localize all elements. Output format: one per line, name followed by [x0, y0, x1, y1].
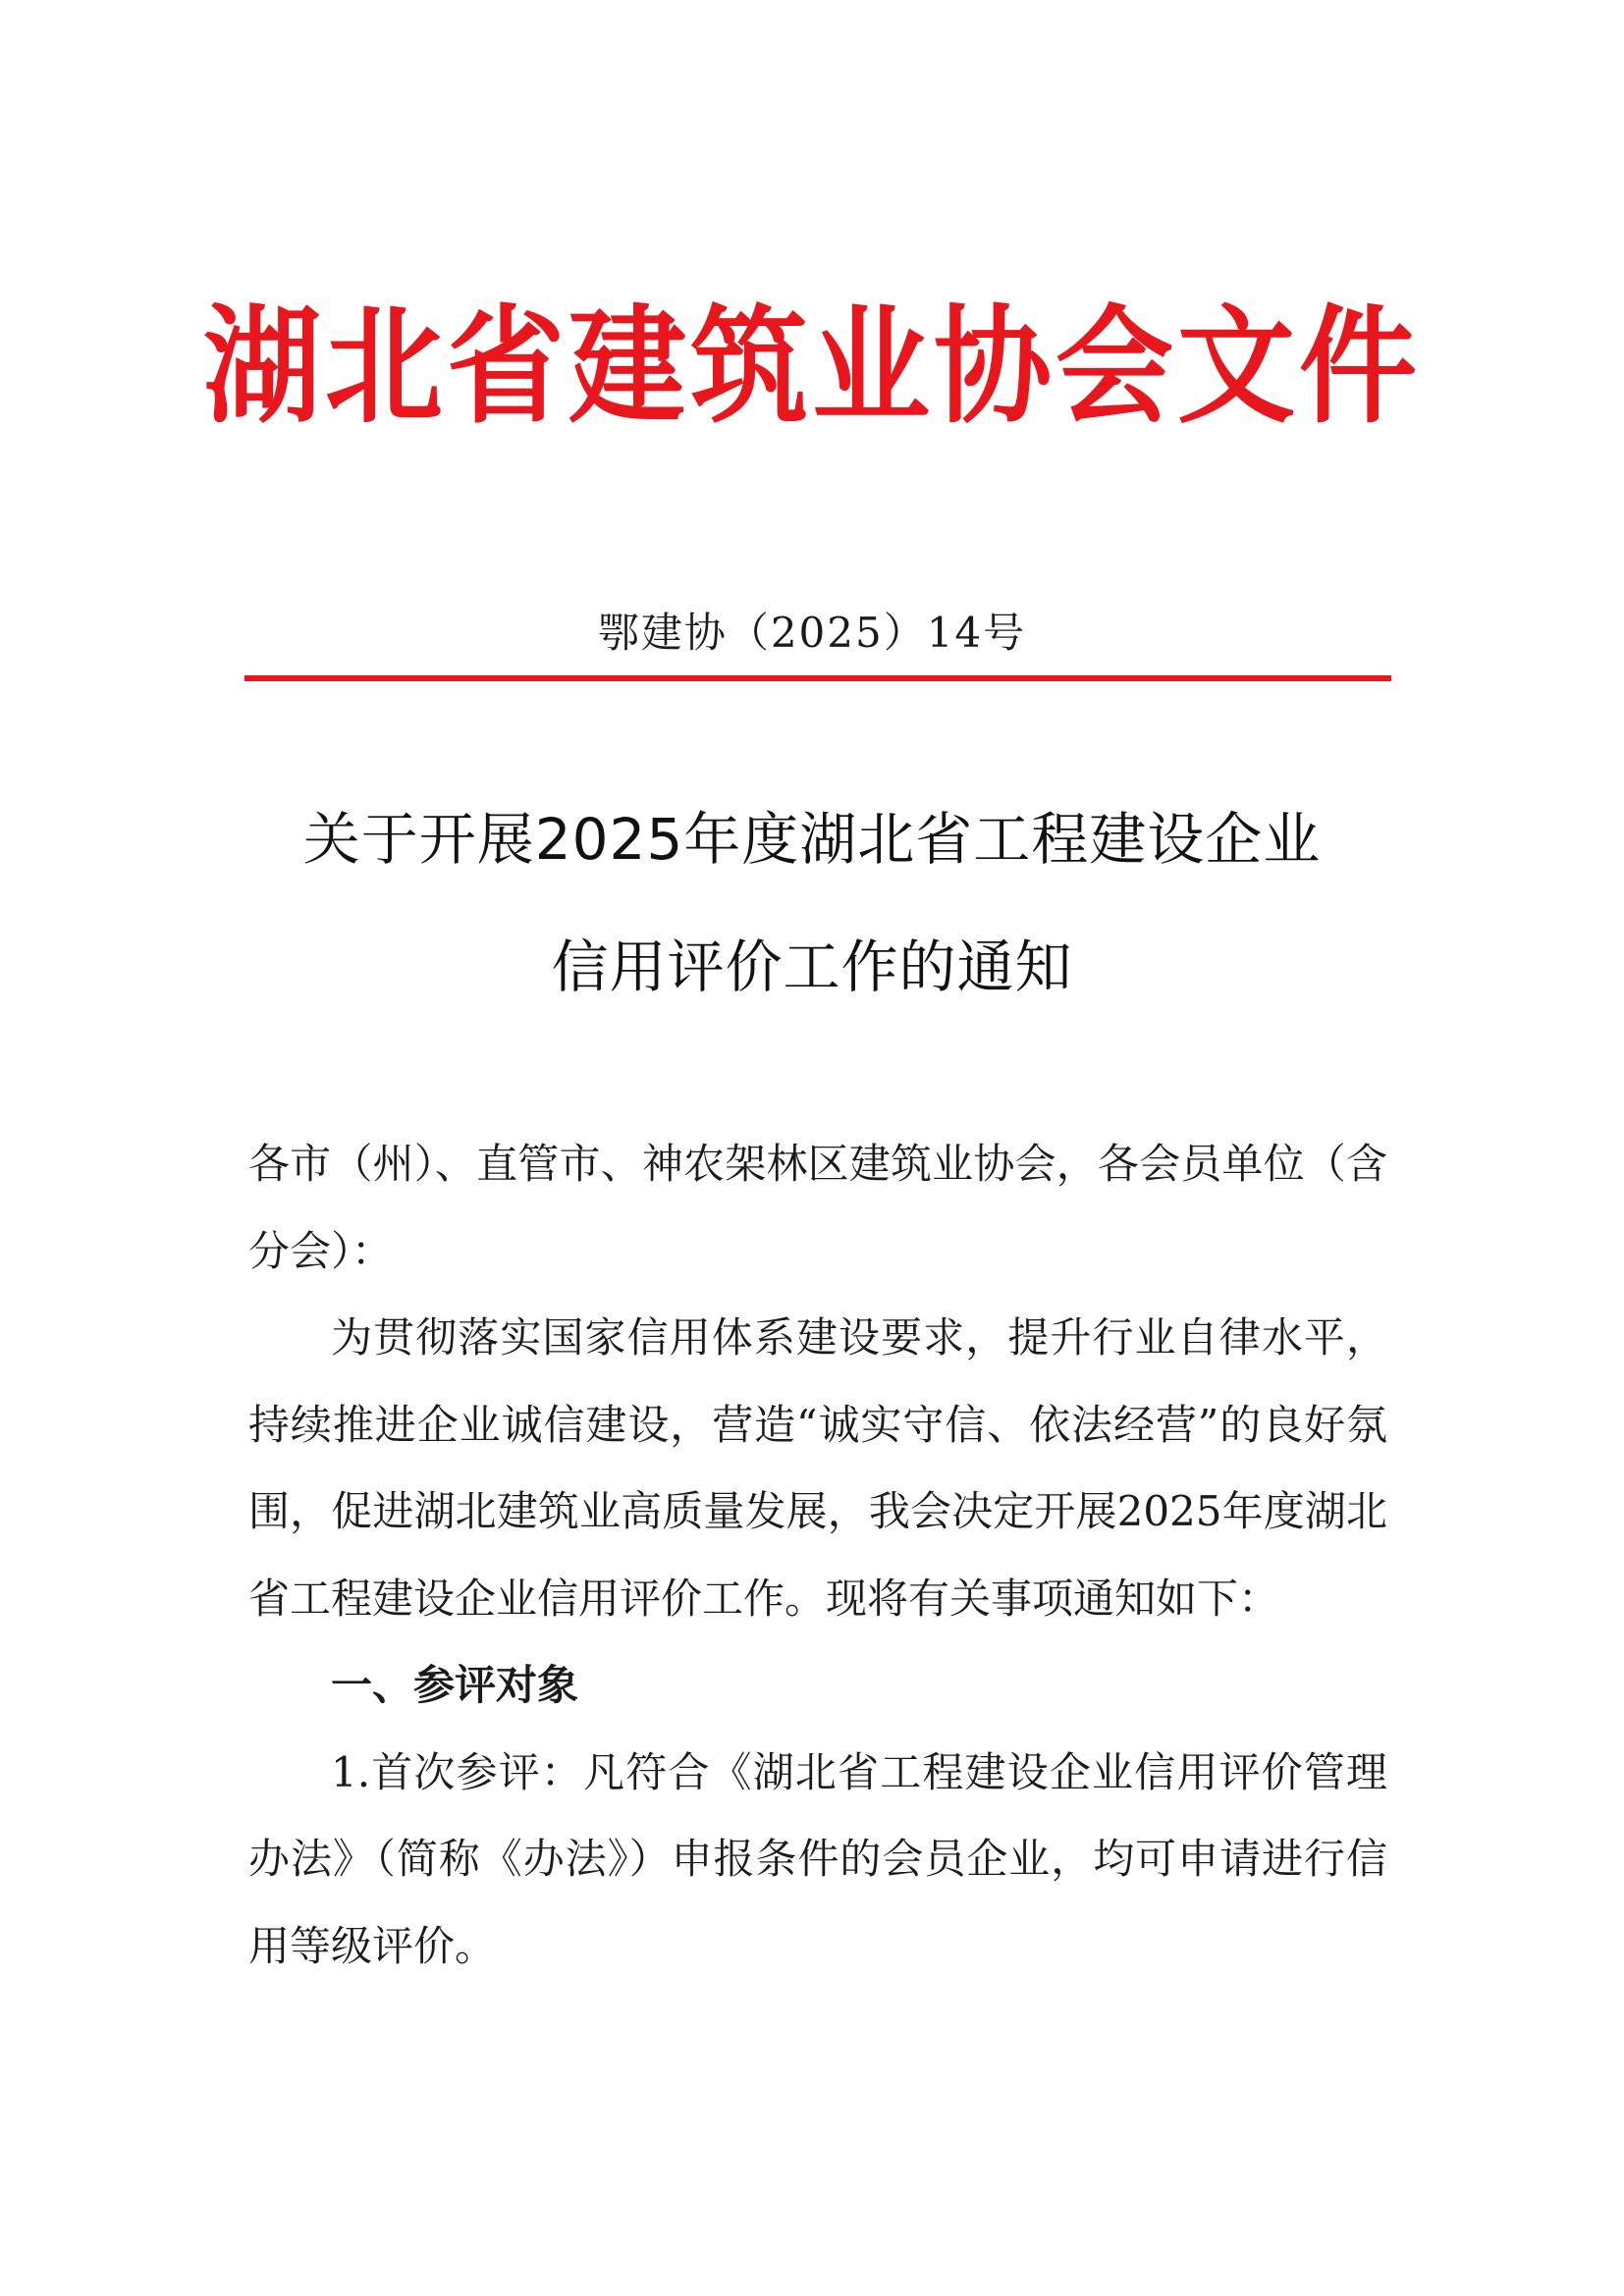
notice-title-line-1: 关于开展2025年度湖北省工程建设企业	[302, 806, 1322, 873]
notice-title-line-2: 信用评价工作的通知	[551, 934, 1073, 1000]
document-body	[248, 1121, 1387, 1990]
salutation: 各市（州）、直管市、神农架林区建筑业协会，各会员单位（含分会）：	[248, 1140, 1387, 1275]
header-divider-rule	[244, 675, 1391, 681]
item-first-time-evaluation: 1.首次参评：凡符合《湖北省工程建设企业信用评价管理办法》（简称《办法》）申报条件的会员企业，均可申请进行信用等级评价。	[248, 1747, 1387, 1970]
intro-paragraph: 为贯彻落实国家信用体系建设要求，提升行业自律水平，持续推进企业诚信建设，营造“诚实守信、依法经营”的良好氛围，促进湖北建筑业高质量发展，我会决定开展2025年度湖北省工程建设企业信用评价工作。现将有关事项通知如下：	[248, 1313, 1387, 1623]
document-number: 鄂建协（2025）14号	[597, 609, 1027, 657]
document-header-title: 湖北省建筑业协会文件	[203, 294, 1421, 442]
section-heading-participants: 一、参评对象	[331, 1661, 579, 1709]
